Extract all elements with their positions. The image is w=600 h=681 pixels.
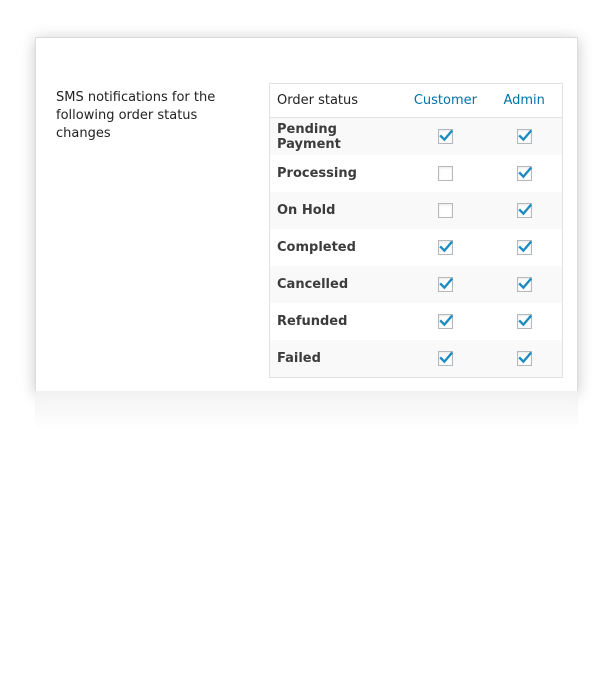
table-row xyxy=(270,118,563,156)
customer-checkbox[interactable] xyxy=(438,203,453,218)
customer-cell xyxy=(405,155,487,192)
admin-checkbox[interactable] xyxy=(517,240,532,255)
checkmark-icon xyxy=(438,128,454,144)
customer-cell xyxy=(405,266,487,303)
customer-cell xyxy=(405,192,487,229)
header-customer: Customer xyxy=(405,84,487,118)
table-body xyxy=(270,118,563,378)
admin-cell xyxy=(486,118,562,156)
status-name: Refunded xyxy=(270,303,405,340)
customer-checkbox[interactable] xyxy=(438,351,453,366)
checkmark-icon xyxy=(517,128,533,144)
table-row xyxy=(270,155,563,192)
sms-notifications-label: SMS notifications for the following order status changes xyxy=(56,90,216,141)
status-name: Processing xyxy=(270,155,405,192)
admin-checkbox[interactable] xyxy=(517,129,532,144)
customer-cell xyxy=(405,229,487,266)
table-row xyxy=(270,266,563,303)
table-header-row xyxy=(270,84,563,118)
admin-checkbox[interactable] xyxy=(517,166,532,181)
header-admin: Admin xyxy=(486,84,562,118)
checkmark-icon xyxy=(517,276,533,292)
table-row xyxy=(270,340,563,378)
checkmark-icon xyxy=(517,350,533,366)
admin-checkbox[interactable] xyxy=(517,203,532,218)
admin-checkbox[interactable] xyxy=(517,314,532,329)
customer-cell xyxy=(405,303,487,340)
customer-cell xyxy=(405,118,487,156)
settings-card xyxy=(35,37,578,392)
status-name: Pending Payment xyxy=(270,118,405,156)
next-section-fade xyxy=(35,391,578,431)
customer-checkbox[interactable] xyxy=(438,314,453,329)
table-row xyxy=(270,229,563,266)
checkmark-icon xyxy=(517,165,533,181)
admin-cell xyxy=(486,303,562,340)
status-name: Cancelled xyxy=(270,266,405,303)
customer-checkbox[interactable] xyxy=(438,166,453,181)
customer-checkbox[interactable] xyxy=(438,277,453,292)
order-status-table xyxy=(269,83,563,378)
customer-checkbox[interactable] xyxy=(438,129,453,144)
status-name: Failed xyxy=(270,340,405,378)
table-row xyxy=(270,303,563,340)
checkmark-icon xyxy=(517,202,533,218)
admin-cell xyxy=(486,229,562,266)
admin-cell xyxy=(486,192,562,229)
customer-checkbox[interactable] xyxy=(438,240,453,255)
checkmark-icon xyxy=(438,276,454,292)
table-row xyxy=(270,192,563,229)
admin-checkbox[interactable] xyxy=(517,351,532,366)
admin-checkbox[interactable] xyxy=(517,277,532,292)
customer-cell xyxy=(405,340,487,378)
admin-cell xyxy=(486,266,562,303)
checkmark-icon xyxy=(517,239,533,255)
checkmark-icon xyxy=(438,350,454,366)
checkmark-icon xyxy=(517,313,533,329)
checkmark-icon xyxy=(438,239,454,255)
header-order-status: Order status xyxy=(270,84,405,118)
status-name: On Hold xyxy=(270,192,405,229)
status-name: Completed xyxy=(270,229,405,266)
admin-cell xyxy=(486,155,562,192)
admin-cell xyxy=(486,340,562,378)
checkmark-icon xyxy=(438,313,454,329)
